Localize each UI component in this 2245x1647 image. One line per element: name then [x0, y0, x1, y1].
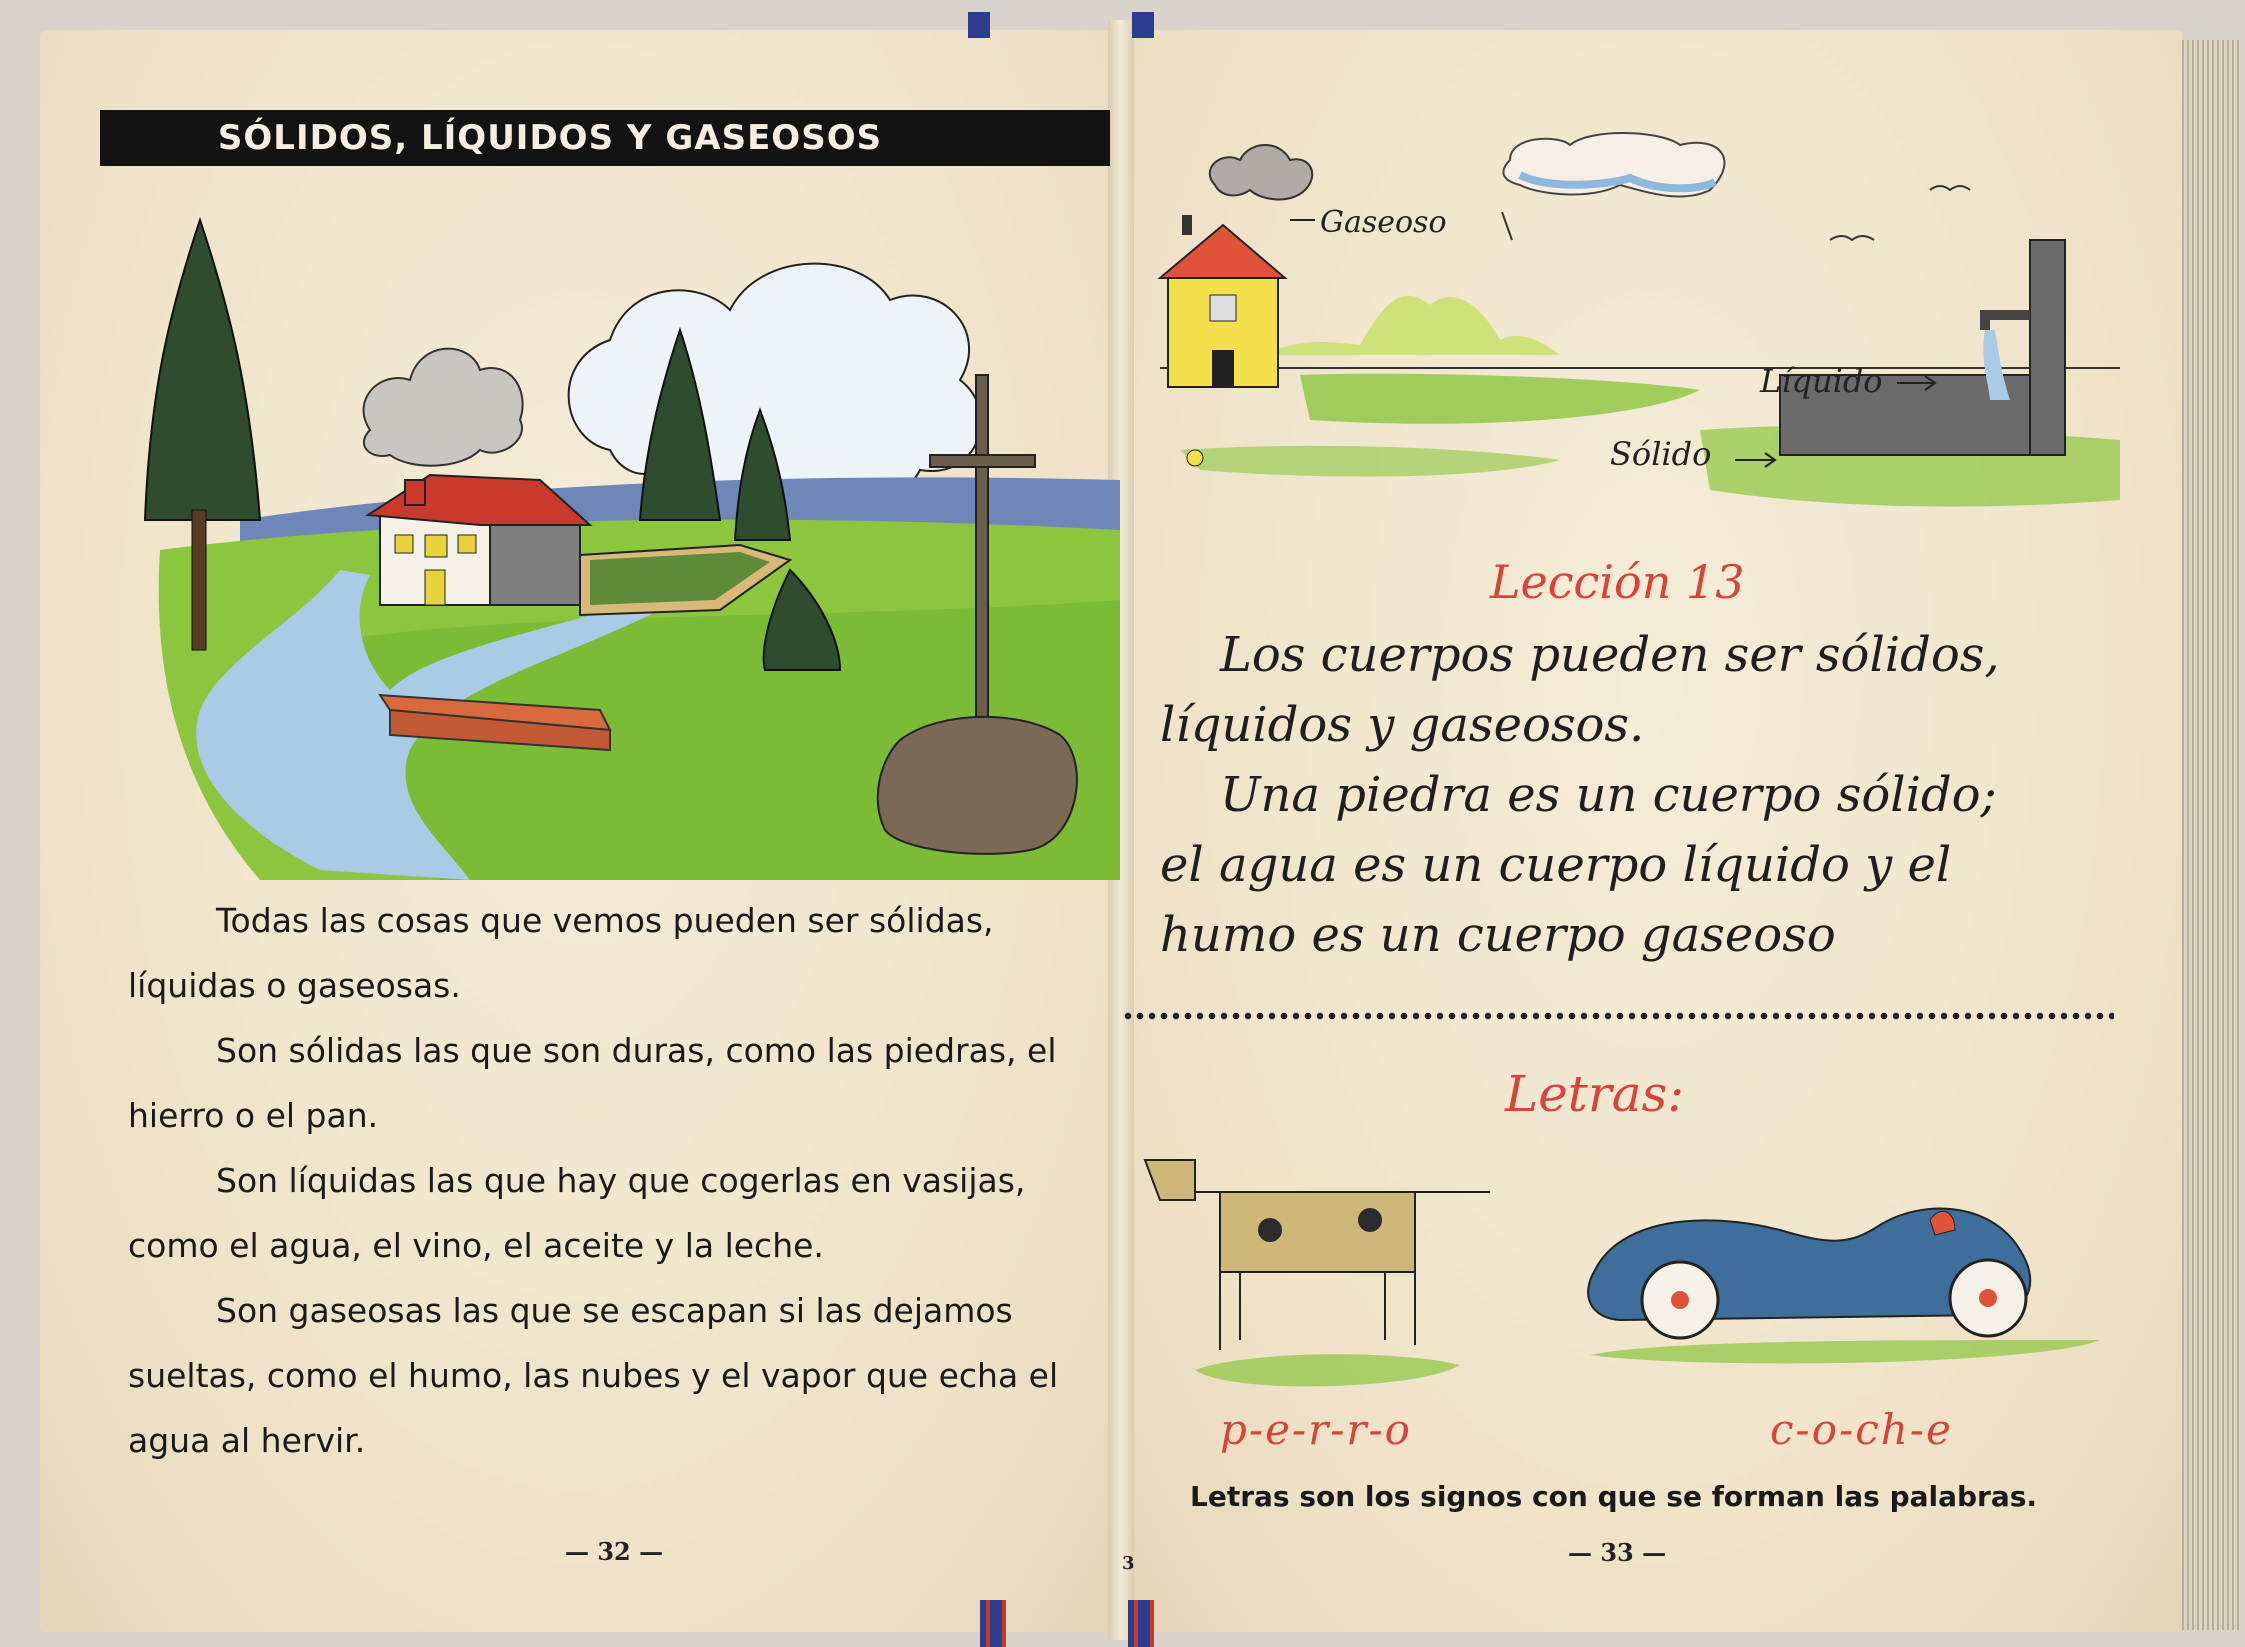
caption: Letras son los signos con que se forman las palabras.: [1190, 1480, 2038, 1513]
bird-icon: [1830, 236, 1874, 240]
page-number: — 33 —: [1568, 1538, 1667, 1567]
tree-icon: [145, 220, 260, 520]
states-diagram: [1140, 130, 2125, 550]
roof: [1160, 225, 1285, 278]
letters-illustrations: [1140, 1140, 2120, 1400]
bookmark-ribbon-bottom: [1128, 1600, 1154, 1647]
page-edges: [2182, 40, 2242, 1630]
lesson-line: Una piedra es un cuerpo sólido;: [1220, 767, 1997, 823]
roof: [368, 475, 590, 525]
smoke-icon: [1210, 145, 1312, 199]
lesson-line: humo es un cuerpo gaseoso: [1160, 907, 1836, 963]
bookmark-ribbon-top: [968, 12, 990, 38]
chimney: [405, 480, 425, 505]
gas-label: Gaseoso: [1320, 205, 1447, 240]
word-perro: p-e-r-r-o: [1220, 1405, 1412, 1454]
solid-label: Sólido: [1610, 435, 1712, 473]
flower-icon: [1187, 450, 1203, 466]
dotted-divider: [1122, 1010, 2114, 1022]
lesson-line: líquidos y gaseosos.: [1160, 697, 1645, 753]
lesson-line: Los cuerpos pueden ser sólidos,: [1220, 627, 2000, 683]
landscape-illustration: [140, 190, 1120, 880]
paragraph: Son gaseosas las que se escapan si las dejamos sueltas, como el humo, las nubes y el vapor que echa el agua al hervir.: [128, 1291, 1059, 1460]
dog-icon: [1145, 1160, 1195, 1200]
bookmark-ribbon-bottom: [980, 1600, 1006, 1647]
stray-mark: 3: [1122, 1553, 1135, 1574]
section-title: SÓLIDOS, LÍQUIDOS Y GASEOSOS: [100, 110, 1110, 166]
paragraph: Todas las cosas que vemos pueden ser sólidas, líquidas o gaseosas.: [128, 901, 994, 1005]
lesson-text: [1160, 620, 2090, 970]
letters-title: Letras:: [1505, 1065, 1685, 1123]
body-text: [128, 888, 1118, 1473]
lesson-line: el agua es un cuerpo líquido y el: [1160, 837, 1952, 893]
lesson-title: Lección 13: [1490, 555, 1745, 609]
word-coche: c-o-ch-e: [1770, 1405, 1953, 1454]
stone-cross: [976, 375, 988, 740]
bird-icon: [1930, 186, 1970, 190]
distant-trees: [1260, 296, 1560, 355]
paragraph: Son líquidas las que hay que cogerlas en vasijas, como el agua, el vino, el aceite y la leche.: [128, 1161, 1026, 1265]
rock-base: [878, 717, 1077, 854]
paragraph: Son sólidas las que son duras, como las piedras, el hierro o el pan.: [128, 1031, 1057, 1135]
page-number: — 32 —: [565, 1537, 664, 1566]
smoke-icon: [364, 349, 523, 466]
bookmark-ribbon-top: [1132, 12, 1154, 38]
liquid-label: Líquido: [1760, 362, 1883, 400]
